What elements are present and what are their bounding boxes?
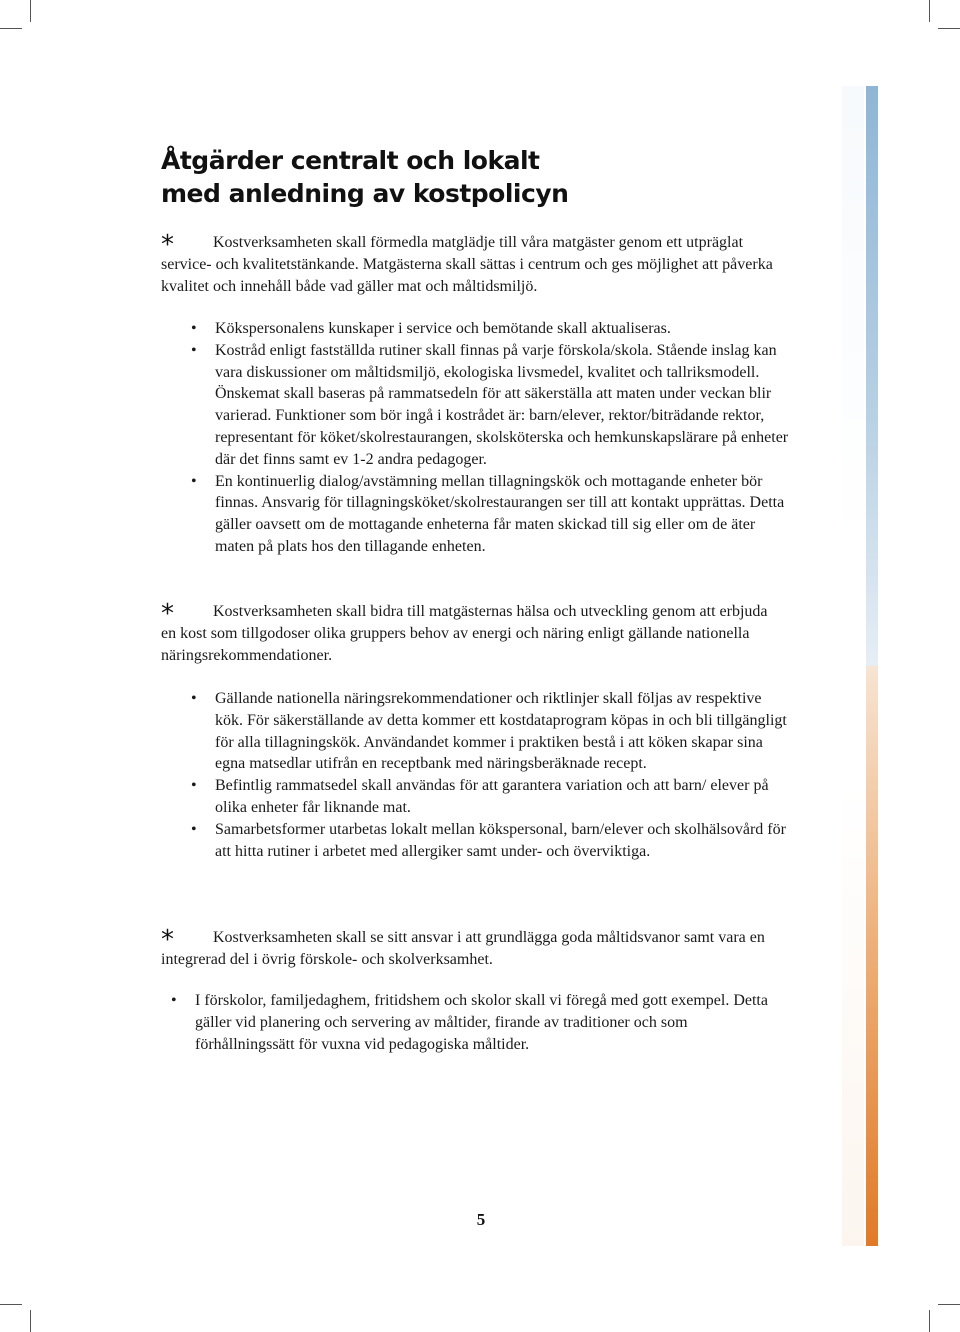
list-item <box>191 688 791 775</box>
list-item <box>191 819 791 863</box>
crop-mark-top-left <box>0 28 22 29</box>
list-item-text: Samarbetsformer utarbetas lokalt mellan kökspersonal, barn/elever och skolhälsovård för att hitta rutiner i arbetet med allergiker samt under- och överviktiga. <box>215 820 786 860</box>
bullet-icon: • <box>191 690 197 707</box>
section-3-intro <box>161 927 786 971</box>
section-3-intro-text: Kostverksamheten skall se sitt ansvar i att grundlägga goda måltidsvanor samt vara en integrerad del i övrig förskole- och skolverksamhet. <box>161 929 765 968</box>
list-item-text: Kostråd enligt fastställda rutiner skall finnas på varje förskola/skola. Stående inslag kan vara diskussioner om måltidsmiljö, ekologiska livsmedel, kvalitet och tallriksmodell. Önskemat skall baseras på rammatsedeln för att säkerställa att maten under veckan blir varierad. Funktioner som bör ingå i kostrådet är: barn/elever, rektor/biträdande rektor, representant för köket/skolrestaurangen, skolsköterska och hemkunskapslärare på enheter där det finns samt ev 1-2 andra pedagoger. <box>215 341 789 468</box>
bullet-icon: • <box>191 777 197 795</box>
section-3-bullet-list <box>171 990 781 1055</box>
section-2-intro-text: Kostverksamheten skall bidra till matgästernas hälsa och utveckling genom att erbjuda en kost som tillgodoser olika gruppers behov av energi och näring enligt gällande nationella näringsrekommendationer. <box>161 603 768 664</box>
section-2-intro <box>161 601 786 666</box>
page-number: 5 <box>476 1210 486 1229</box>
decorative-stripe-orange <box>866 666 878 1246</box>
section-1-bullet-list <box>191 318 791 558</box>
list-item <box>191 318 791 340</box>
list-item-text: Gällande nationella näringsrekommendationer och riktlinjer skall följas av respektive kök. För säkerställande av detta kommer ett kostdataprogram köpas in och bli tillgängligt för alla tillagningskök. Användandet kommer i praktiken bestå i att köken skapar sina egna matsedlar utifrån en receptbank med näringsberäknade recept. <box>215 690 787 773</box>
crop-mark-bottom-left-v <box>30 1310 31 1332</box>
list-item-text: I förskolor, familjedaghem, fritidshem och skolor skall vi föregå med gott exempel. Detta gäller vid planering och servering av måltider, firande av traditioner och som förhållningssätt för vuxna vid pedagogiska måltider. <box>195 992 768 1053</box>
list-item <box>171 990 781 1055</box>
decorative-side-glow <box>842 86 864 1246</box>
bullet-icon: • <box>191 320 197 337</box>
section-1-intro <box>161 232 786 297</box>
page-title-line-1: Åtgärder centralt och lokalt <box>161 146 540 175</box>
crop-mark-top-left-v <box>30 0 31 22</box>
list-item <box>191 775 791 819</box>
section-2-bullet-list <box>191 688 791 862</box>
page-title-line-2: med anledning av kostpolicyn <box>161 179 569 208</box>
bullet-icon: • <box>191 341 197 359</box>
asterisk-icon: * <box>161 599 174 629</box>
bullet-icon: • <box>191 820 197 838</box>
asterisk-icon: * <box>161 925 174 955</box>
list-item-text: Befintlig rammatsedel skall användas för att garantera variation och att barn/ elever på olika enheter får liknande mat. <box>215 777 769 816</box>
crop-mark-top-right-v <box>929 0 930 22</box>
list-item <box>191 340 791 471</box>
asterisk-icon: * <box>161 230 174 260</box>
bullet-icon: • <box>191 472 197 490</box>
page-title <box>161 144 568 210</box>
crop-mark-top-right <box>938 28 960 29</box>
bullet-icon: • <box>171 992 177 1009</box>
decorative-stripe-blue <box>866 86 878 666</box>
crop-mark-bottom-right-v <box>929 1310 930 1332</box>
list-item-text: Kökspersonalens kunskaper i service och bemötande skall aktualiseras. <box>215 320 671 337</box>
crop-mark-bottom-left <box>0 1304 22 1305</box>
list-item-text: En kontinuerlig dialog/avstämning mellan tillagningskök och mottagande enheter bör finnas. Ansvarig för tillagningsköket/skolrestaurangen ser till att kontakt upprättas. Detta gäller oavsett om de mottagande enheterna får maten skickad till sig eller om de äter maten på plats hos den tillagande enheten. <box>215 472 785 555</box>
crop-mark-bottom-right <box>938 1304 960 1305</box>
section-1-intro-text: Kostverksamheten skall förmedla matglädje till våra matgäster genom ett utpräglat service- och kvalitetstänkande. Matgästerna skall sättas i centrum och ges möjlighet att påverka kvalitet och innehåll både vad gäller mat och måltidsmiljö. <box>161 234 773 295</box>
list-item <box>191 471 791 558</box>
